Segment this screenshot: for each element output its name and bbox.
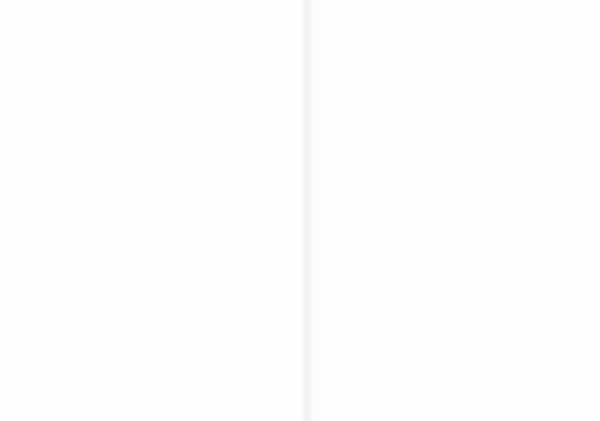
printed-text-upper	[136, 26, 268, 231]
printed-text-lower	[146, 205, 266, 413]
footnotes	[22, 28, 62, 278]
book-spine	[300, 0, 314, 421]
calligraphy-text	[328, 20, 590, 415]
